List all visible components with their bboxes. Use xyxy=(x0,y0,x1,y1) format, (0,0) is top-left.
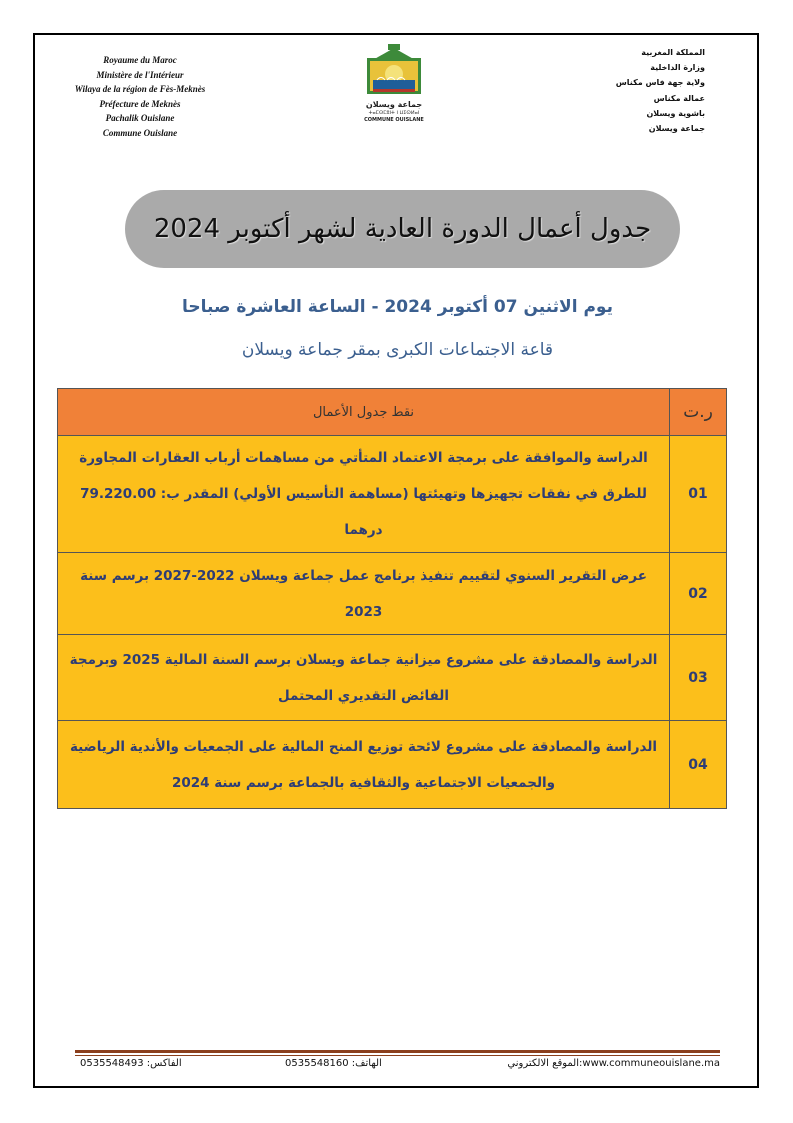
table-row xyxy=(58,436,727,553)
row-text: الدراسة والموافقة على برمجة الاعتماد المتأتي من مساهمات أرباب العقارات المجاورة للطرق في نفقات تجهيزها وتهيئتها (مساهمة التأسيس الأولي) المقدر ب: 79.220.00 درهما xyxy=(58,436,670,553)
arabic-header xyxy=(615,45,705,136)
row-number: 02 xyxy=(670,553,727,635)
footer-fax: الفاكس: 0535548493 xyxy=(80,1058,182,1069)
ar-prefecture: عمالة مكناس xyxy=(653,93,705,103)
footer-phone: الهاتف: 0535548160 xyxy=(285,1058,382,1069)
logo-french-text: COMMUNE OUISLANE xyxy=(364,117,424,123)
agenda-table xyxy=(57,388,727,809)
table-row xyxy=(58,721,727,809)
document-title: جدول أعمال الدورة العادية لشهر أكتوبر 2024 xyxy=(125,190,680,268)
fr-prefecture: Préfecture de Meknès xyxy=(99,98,181,109)
fr-kingdom: Royaume du Maroc xyxy=(103,55,177,65)
row-text: عرض التقرير السنوي لتقييم تنفيذ برنامج عمل جماعة ويسلان 2022-2027 برسم سنة 2023 xyxy=(58,553,670,635)
ar-wilaya: ولاية جهة فاس مكناس xyxy=(615,78,705,88)
footer-website: الموقع الالكتروني:www.communeouislane.ma xyxy=(507,1058,720,1069)
logo-tifinagh-text: ⵜⴰⵎⵙⵎⵓⵏⵜ ⵏ ⵡⵉⵙⵍⴰⵏ xyxy=(368,110,420,116)
agenda-header-row xyxy=(58,389,727,436)
header-number: ر.ت xyxy=(670,389,727,436)
table-row xyxy=(58,553,727,635)
ar-commune: جماعة ويسلان xyxy=(648,124,705,134)
commune-logo xyxy=(357,44,431,126)
french-header xyxy=(60,53,220,141)
fr-wilaya: Wilaya de la région de Fès-Meknès xyxy=(74,84,206,95)
row-number: 04 xyxy=(670,721,727,809)
footer-divider-thin xyxy=(75,1055,720,1056)
ar-pachalik: باشوية ويسلان xyxy=(646,108,705,118)
ar-kingdom: المملكة المغربية xyxy=(641,48,705,57)
session-date: يوم الاثنين 07 أكتوبر 2024 - الساعة العاشرة صباحا xyxy=(182,297,613,317)
row-number: 03 xyxy=(670,635,727,721)
row-number: 01 xyxy=(670,436,727,553)
commune-emblem-icon xyxy=(357,44,431,100)
logo-arabic-text: جماعة ويسلان xyxy=(365,100,423,109)
table-row xyxy=(58,635,727,721)
session-place: قاعة الاجتماعات الكبرى بمقر جماعة ويسلان xyxy=(241,340,554,360)
fr-pachalik: Pachalik Ouislane xyxy=(105,113,175,124)
row-text: الدراسة والمصادقة على مشروع ميزانية جماعة ويسلان برسم السنة المالية 2025 وبرمجة الفائض التقديري المحتمل xyxy=(58,635,670,721)
fr-ministry: Ministère de l'Intérieur xyxy=(96,69,184,80)
fr-commune: Commune Ouislane xyxy=(102,127,178,138)
footer xyxy=(75,1058,720,1074)
ar-ministry: وزارة الداخلية xyxy=(650,63,705,73)
header-items: نقط جدول الأعمال xyxy=(58,389,670,436)
footer-divider xyxy=(75,1050,720,1053)
row-text: الدراسة والمصادقة على مشروع لائحة توزيع المنح المالية على الجمعيات والأندية الرياضية والجمعيات الاجتماعية والثقافية بالجماعة برسم سنة 2024 xyxy=(58,721,670,809)
